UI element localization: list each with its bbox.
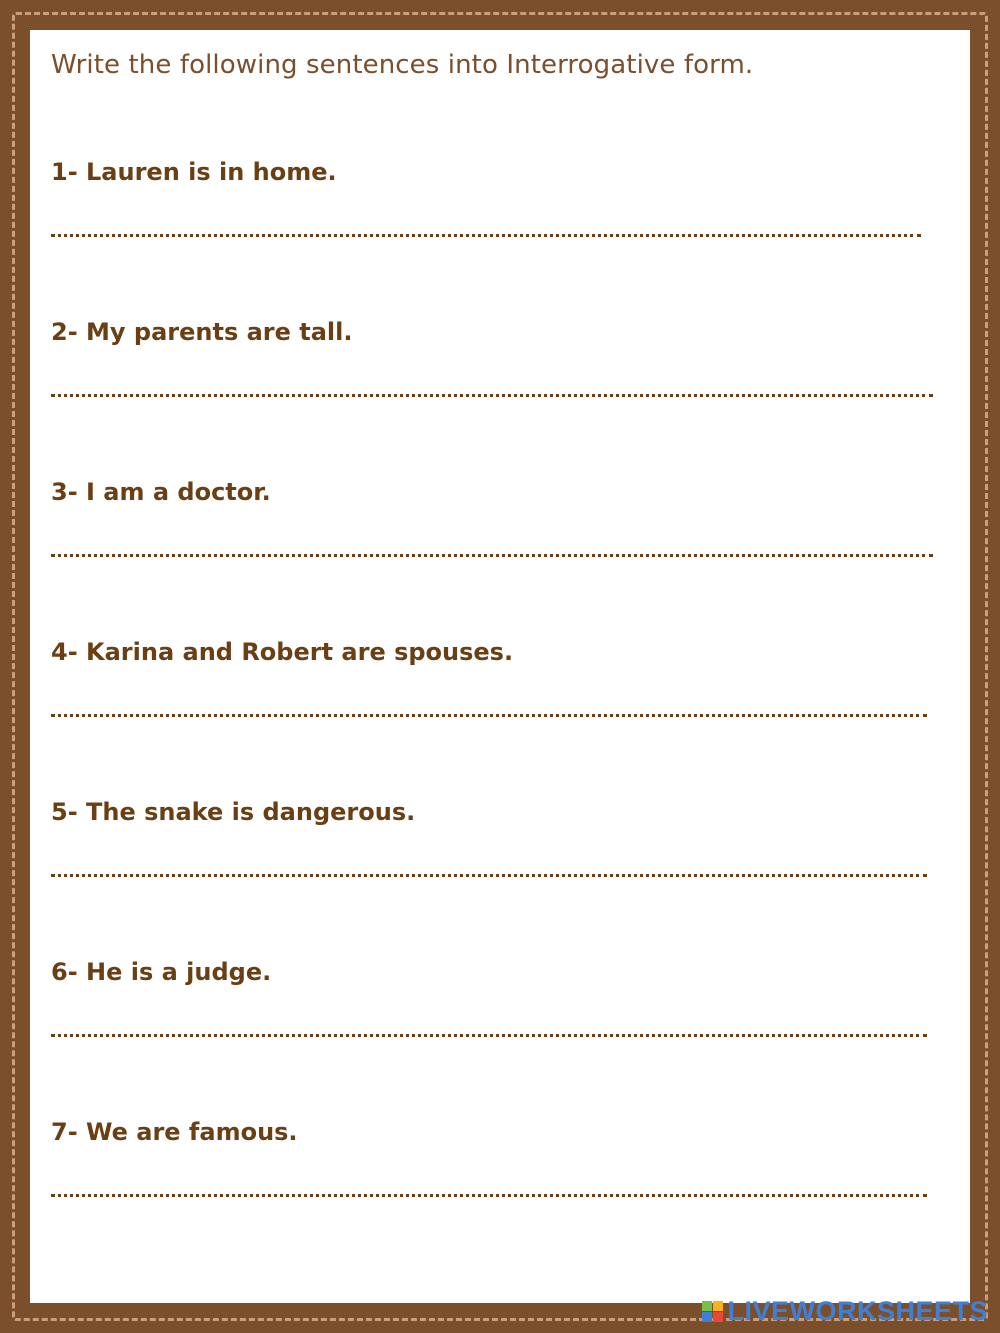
worksheet-page	[30, 30, 970, 1303]
instruction-title: Write the following sentences into Interrogative form.	[51, 50, 754, 80]
liveworksheets-logo-icon	[702, 1301, 723, 1322]
answer-line-5[interactable]	[51, 874, 927, 877]
answer-line-7[interactable]	[51, 1194, 927, 1197]
answer-line-4[interactable]	[51, 714, 927, 717]
answer-line-3[interactable]	[51, 554, 933, 557]
question-6: 6- He is a judge.	[51, 958, 272, 986]
question-5: 5- The snake is dangerous.	[51, 798, 416, 826]
watermark-text: LIVEWORKSHEETS	[727, 1296, 988, 1326]
answer-line-6[interactable]	[51, 1034, 927, 1037]
answer-line-2[interactable]	[51, 394, 933, 397]
question-1: 1- Lauren is in home.	[51, 158, 337, 186]
answer-line-1[interactable]	[51, 234, 921, 237]
question-7: 7- We are famous.	[51, 1118, 298, 1146]
question-3: 3- I am a doctor.	[51, 478, 271, 506]
question-4: 4- Karina and Robert are spouses.	[51, 638, 514, 666]
liveworksheets-watermark	[702, 1296, 988, 1327]
question-2: 2- My parents are tall.	[51, 318, 353, 346]
